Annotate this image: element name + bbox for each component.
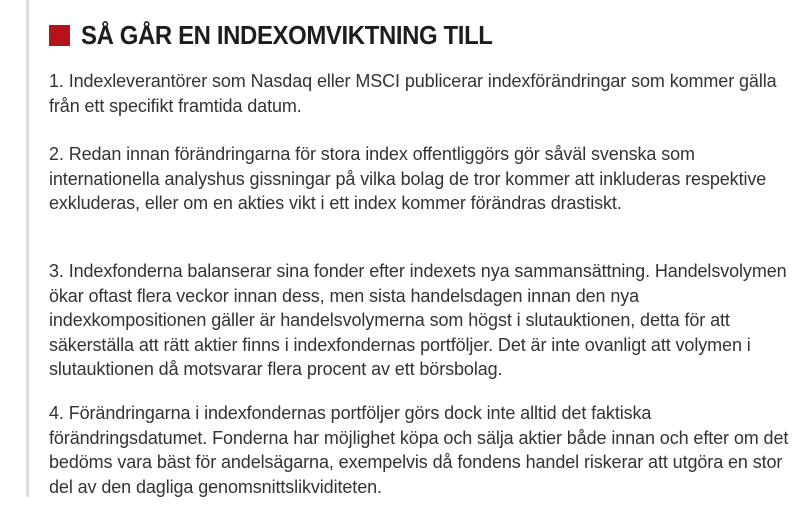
fact-box-header (49, 18, 528, 52)
paragraph-step-4: 4. Förändringarna i indexfondernas portföljer görs dock inte alltid det faktiska förändringsdatumet. Fonderna har möjlighet köpa och sälja aktier både innan och efter om det bedöms vara bäst för andelsägarna, exempelvis då fondens handel riskerar att utgöra en stor del av den dagliga genomsnittslikviditeten. (49, 403, 789, 497)
red-square-marker (49, 25, 70, 46)
paragraph-step-3: 3. Indexfonderna balanserar sina fonder efter indexets nya sammansättning. Handelsvolymen ökar oftast flera veckor innan dess, men sista handelsdagen innan den nya indexkompositionen gäller är handelsvolymerna som högst i slutauktionen, detta för att säkerställa att rätt aktier finns i indexfondernas portföljer. Det är inte ovanligt att volymen i slutauktionen då motsvarar flera procent av ett börsbolag. (49, 261, 787, 379)
fact-box (26, 0, 802, 497)
fact-box-title: SÅ GÅR EN INDEXOMVIKTNING TILL (81, 19, 493, 50)
paragraph-step-1: 1. Indexleverantörer som Nasdaq eller MSCI publicerar indexförändringar som kommer gälla från ett specifikt framtida datum. (49, 71, 777, 116)
paragraph-step-2: 2. Redan innan förändringarna för stora index offentliggörs gör såväl svenska som internationella analyshus gissningar på vilka bolag de tror kommer att inkluderas respektive exkluderas, eller om en akties vikt i ett index kommer förändras drastiskt. (49, 144, 767, 213)
